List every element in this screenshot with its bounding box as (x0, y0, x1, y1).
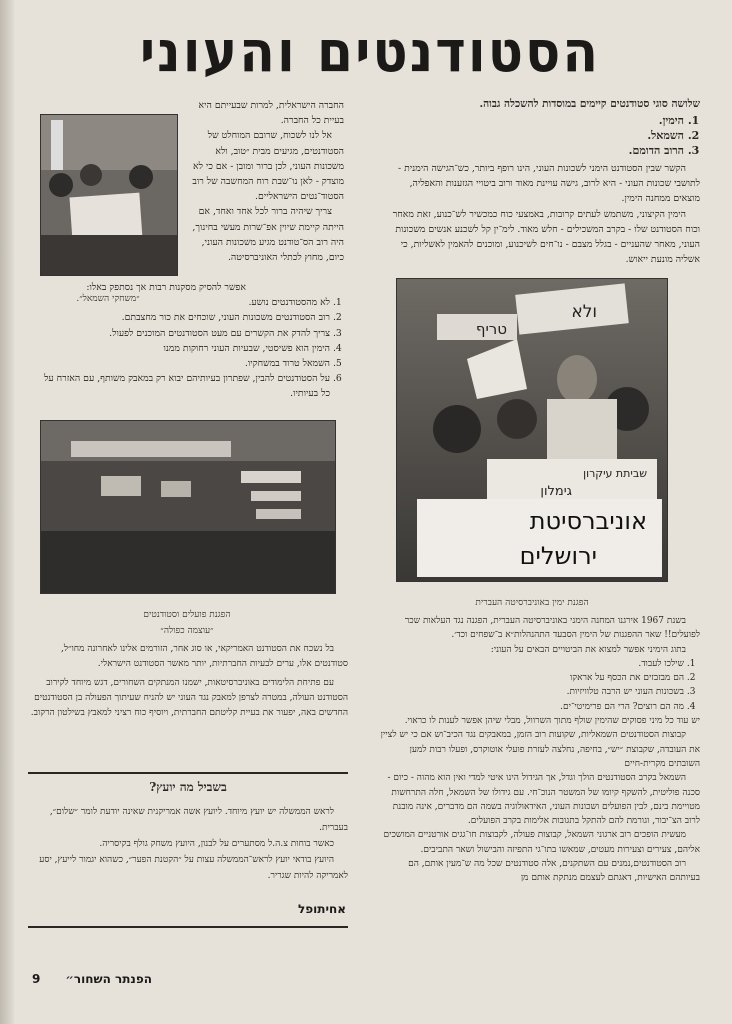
list-item: 5. השמאל טרוד במשחקיו. (40, 356, 330, 371)
list-item: 3. צריך להדק את הקשרים עם מעט הסטודנטים המוכנים לפעול. (40, 326, 330, 341)
conclusions-list (40, 295, 346, 401)
conclusions-block (40, 280, 346, 402)
photo-left-bottom-caption1: הפגנת פועלים וסטודנטים (143, 610, 231, 620)
photo-right-caption: הפגנת ימין באוניברסיטה העברית (475, 598, 589, 608)
paragraph: יש עוד כל מיני פסוקים שהימין שולף מתוך השרוול, מבלי שיהן אפשר לענות לו כראוי. (404, 716, 700, 727)
paragraph: אל לנו לשכוח, שרובם המוחלט של הסטודנטים, מגיעים מבית ״טוב, ולא משכונות העוני, לכן ברור ומובן - אם כי לא מוצדק - לאן נו־שבת רוח המחשבה של רוב הסטוד־נטים הישראליים. (192, 130, 344, 203)
list-item: 1. לא מהסטודנטים נושע. (40, 295, 330, 310)
list-item: 2. הם מבזבזים את הכסף על אראקו (378, 671, 684, 685)
intro-line: שלושה סוגי סטודנטים קיימים במוסדות להשכלה גבוה. (479, 98, 700, 110)
list-item: 4. מה הם רוצים? הרי הם פרימיטי־ים. (378, 700, 684, 714)
page-binding-edge (0, 0, 14, 1024)
paragraph: החברה הישראלית, למרות שבעייתם היא בעיית כל החברה. (198, 100, 344, 127)
list-item: 2. רוב הסטודנטים משכונות העוני, שוכחים את כור מחצבתם. (40, 310, 330, 325)
photo-left-top-image (41, 115, 177, 275)
paragraph: הימין הקיצוני, משתמש לעתים קרובות, באמצעי כוח כמכשיר לש־כנוע, זאת מאחר וכוח הסטודנט שלו - בקרב המשכילים - חלש מאוד. לימ־ין קל לשכנע אנשים משכונות העוני, מאחר שהעניים - בגלל מצבם - נו־חים לשיכנוע, ומוכנים להאמין לאשליות, כי אשליה מונעת ייאוש. (392, 208, 700, 266)
paragraph: הקשר שבין הסטודנט הימני לשכונות העוני, הינו רופף ביותר, כש־הגישה הימנית - לתושבי שכונות העוני - היא לרוב, גישה עויינת מאוד ורוב ביטויי הגזענות והאפליה, מוצאים ממחנה הימין. (397, 163, 700, 205)
footer-publication-name: הפנתר השחור״ (65, 972, 152, 986)
photo-left-bottom-caption2: ״עוצמה כפולה״ (160, 626, 214, 636)
paragraph: היועץ בודאי יועץ לראש־הממשלה עצות על ״הקטנת הפער״, כשהוא יגמור לייעץ, יסע לאמריקה להיות שגריר. (39, 855, 348, 881)
paragraph: בתוג הימיני אפשר למצוא את הביטויים הבאים על העוני: (490, 644, 686, 655)
upper-left-column (184, 98, 344, 265)
sign-text-main1: אוניברסיטת (529, 507, 647, 535)
conclusions-intro: אפשר להסיק מסקנות רבות אך נסתפק באלו: (86, 282, 246, 293)
sidebar-text (28, 804, 348, 884)
list-item: 3. הרוב הדומם. (392, 143, 684, 158)
paragraph: קבוצות הסטודנטים השמאליות, שקועות רוב הזמן, במאבקים נגד הכיב־וש אם כי יש לציין את העובדה, שקבוצת ״יש״, בחיפה, נחלצה לעזרת פועלי אוטוקרס, ופעלו רבות למען השובתים מקרית-חיים (380, 730, 700, 769)
sign-text-mid: שביתת עיקרון (583, 467, 647, 480)
paragraph: השמאל בקרב הסטודנטים הולך וגדל, אך הגידול הינו איטי למדי ואין הוא מהוה - כיום - סכנה פוליטית, להשקף קיומו של המשטר הנוכ־חי. עם גידולו של השמאל, חלה התרחשות מטויימת בינם, לבין הפועלים ושכונות העוני, האידאולוגיה בשמה הם מדברים, אינה מובנת לרוב הצ־יבור, וגורמת להם להתקל בתגובות אלימות בקרב הפועלים. (387, 773, 700, 827)
photo-left-top (40, 114, 178, 276)
paragraph: מעשית הופכים רוב ארגוני השמאל, קבוצות פעולה, לקבוצות חו־גגים אורטניים המושכים אליהם, צעירים וצעירות מעטים, שמאשו בתו־גי התפיזה והבישול ושאר התביבים. (383, 830, 700, 855)
sidebar-bottom-rule (28, 926, 348, 928)
paragraph: רוב הסטודנטים,נמנים עם השתקנים, אלה סטודנטים שכל מה ש־מעין אותם, הם בעיותהם האישיות, דאגתם לעצמם מנתקת אותם מן (408, 859, 700, 884)
lower-left-column (28, 642, 348, 721)
list-item: 1. שילכו לעבוד. (378, 657, 684, 671)
sidebar-heading: בשביל מה יועץ? (149, 780, 227, 794)
photo-right-image (397, 279, 667, 581)
paragraph: בל נשכח את הסטודנט האמריקאי, או סוג אחר, הזורמים אלינו לאחרונה מחו״ל, סטודנטים אלו, ערים לבעיות החברתיות, יותר מאשר הסטודנט הישראלי. (60, 644, 348, 669)
paragraph: בשנת 1967 אירגנו המחנה הימני באוניברסיטה העברית, הפגנה נגד העלאות שכר לפועלים!! שאר ההפגנות של הימין הסבעד התהנהלות״א ב־שפחים וכד׳. (404, 616, 700, 641)
footer-page-number: 9 (32, 972, 41, 986)
sign-text-top1: ולא (571, 302, 597, 322)
list-item: 1. הימין. (392, 113, 684, 128)
paragraph: כאשר בוחות צ.ה.ל מסתערים על לבנון, היועץ משחק גולף בקיסריה. (99, 839, 334, 849)
page-title: הסטודנטים והעוני (139, 19, 601, 86)
sign-text-top2: טריף (475, 320, 507, 338)
photo-left-bottom (40, 420, 336, 594)
right-column-top (392, 96, 700, 267)
paragraph: עם פתיחת הלימודים באוניברסיטאות, ישמנו המנתקים השחורים, דגש מיוחד לקירוב הסטודנט העולה, במטרה לצרפן למאבק נגד העוני יש להניח שעיתוך הפעולה בן הסטודנטים החדשים באה, יפעור את בעיית קליטתם החברתית, ויוסיף כוח רציני למאבץ בשילטון הרקוב. (30, 678, 348, 718)
sidebar-top-rule (28, 772, 348, 774)
photo-left-bottom-image (41, 421, 335, 593)
list-item: 4. הימין הוא פשיסטי, שבעיות העוני רחוקות ממנו (40, 341, 330, 356)
lower-right-column (378, 614, 700, 886)
list-item: 3. בשכונות העוני יש הרבה טלוויזיות. (378, 685, 684, 699)
list-item: 2. השמאל. (392, 128, 684, 143)
sign-text-main2: ירושלים (519, 542, 597, 570)
paragraph: לראש הממשלה יש יועץ מיוחד. ליועץ אשה אמריקנית שאינה יודעת לומר ״שלום״, בעברית. (49, 807, 348, 833)
sidebar-signature: אחיתופל (298, 902, 346, 916)
right-expressions-list (378, 657, 700, 714)
list-item: 6. על הסטודנטים להבין, שפתרון בעיותיהם יבוא רק במאבק משותף, עם האזרח על כל בעיותיו. (40, 371, 330, 401)
photo-left-top-caption: ״משחקי השמאל״. (76, 294, 140, 304)
student-types-list (392, 113, 700, 158)
paragraph: צריך שיהיה ברור לכל אחד ואחד, אם הייתה קיימת שיוין אפ־שרות מעשי בחינוך, היה רוב הס־טודנט מגיע משכונות העוני, כיום, מחוץ לכתלי האוניברסיטה. (192, 206, 344, 264)
sign-text-mid2: גימלון (540, 484, 572, 499)
photo-right-demonstration (396, 278, 668, 582)
